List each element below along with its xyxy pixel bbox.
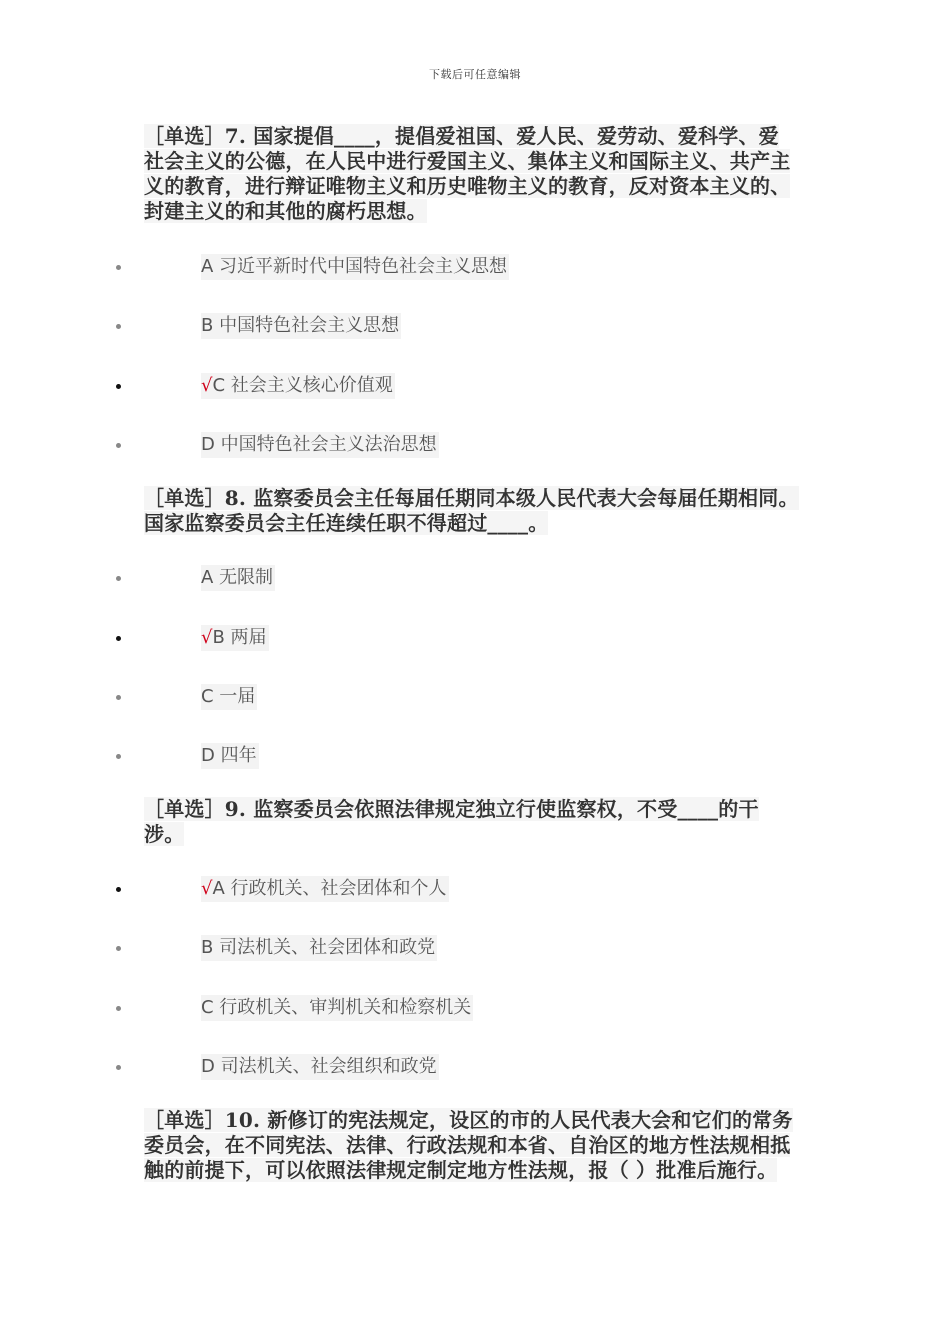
option-label-correct (201, 625, 269, 651)
bullet-icon (116, 754, 121, 759)
option-item[interactable] (0, 252, 950, 282)
bullet-icon (116, 695, 121, 700)
option-label-text: C 社会主义核心价值观 (212, 375, 393, 396)
option-item[interactable] (0, 993, 950, 1023)
question-7 (144, 124, 799, 224)
option-item[interactable] (0, 682, 950, 712)
option-label: D 四年 (201, 743, 259, 769)
page-header: 下载后可任意编辑 (429, 68, 521, 81)
option-label-text: B 两届 (212, 627, 267, 648)
check-mark-icon: √ (201, 878, 213, 899)
bullet-icon (116, 1006, 121, 1011)
option-item[interactable] (0, 430, 950, 460)
option-label: B 司法机关、社会团体和政党 (201, 935, 437, 961)
option-label: D 司法机关、社会组织和政党 (201, 1054, 439, 1080)
option-label: B 中国特色社会主义思想 (201, 313, 401, 339)
bullet-icon (116, 324, 121, 329)
option-label-correct (201, 876, 449, 902)
question-10 (144, 1108, 799, 1183)
bullet-icon (116, 946, 121, 951)
option-item-correct[interactable] (0, 371, 950, 401)
option-label: D 中国特色社会主义法治思想 (201, 432, 439, 458)
option-label-correct (201, 373, 395, 399)
option-item-correct[interactable] (0, 874, 950, 904)
bullet-icon (116, 636, 121, 641)
check-mark-icon: √ (201, 375, 213, 396)
option-item[interactable] (0, 741, 950, 771)
question-text: ［单选］8. 监察委员会主任每届任期同本级人民代表大会每届任期相同。国家监察委员会主任连续任职不得超过____。 (144, 486, 799, 535)
question-text: ［单选］7. 国家提倡____，提倡爱祖国、爱人民、爱劳动、爱科学、爱社会主义的公德，在人民中进行爱国主义、集体主义和国际主义、共产主义的教育，进行辩证唯物主义和历史唯物主义的教育，反对资本主义的、封建主义的和其他的腐朽思想。 (144, 124, 791, 223)
bullet-icon (116, 384, 121, 389)
option-label-text: A 行政机关、社会团体和个人 (212, 878, 447, 899)
option-item[interactable] (0, 311, 950, 341)
option-label: A 无限制 (201, 565, 275, 591)
option-label: C 行政机关、审判机关和检察机关 (201, 995, 473, 1021)
question-text: ［单选］9. 监察委员会依照法律规定独立行使监察权，不受____的干涉。 (144, 797, 759, 846)
question-text: ［单选］10. 新修订的宪法规定，设区的市的人民代表大会和它们的常务委员会，在不同宪法、法律、行政法规和本省、自治区的地方性法规相抵触的前提下，可以依照法律规定制定地方性法规，报（ ）批准后施行。 (144, 1108, 793, 1182)
check-mark-icon: √ (201, 627, 213, 648)
option-item-correct[interactable] (0, 623, 950, 653)
question-8 (144, 486, 799, 536)
bullet-icon (116, 576, 121, 581)
option-item[interactable] (0, 933, 950, 963)
bullet-icon (116, 443, 121, 448)
option-item[interactable] (0, 563, 950, 593)
bullet-icon (116, 1065, 121, 1070)
bullet-icon (116, 887, 121, 892)
option-label: A 习近平新时代中国特色社会主义思想 (201, 254, 509, 280)
question-9 (144, 797, 799, 847)
option-item[interactable] (0, 1052, 950, 1082)
option-label: C 一届 (201, 684, 257, 710)
bullet-icon (116, 265, 121, 270)
